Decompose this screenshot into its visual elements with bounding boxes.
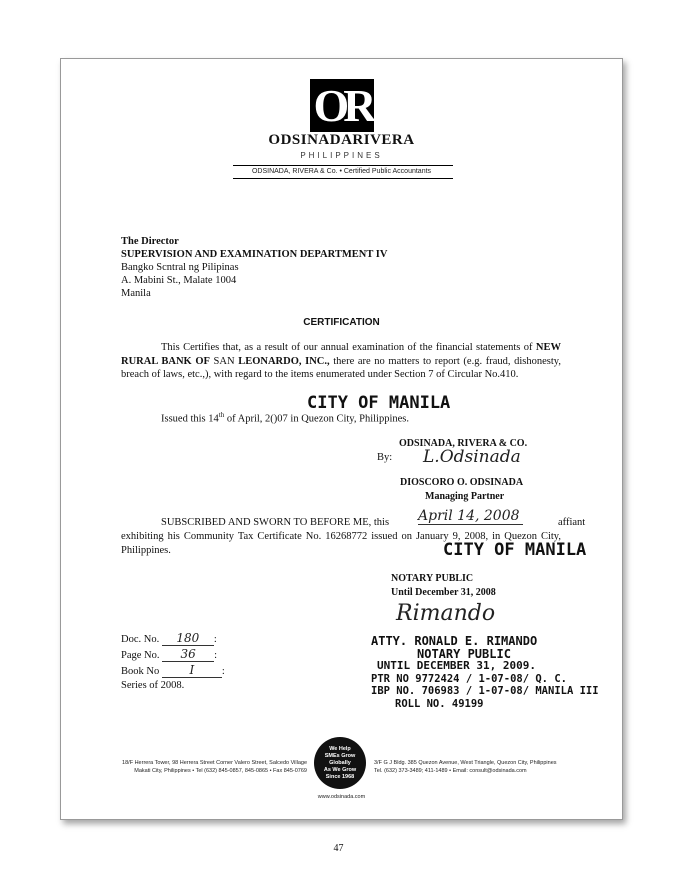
notary-stamp-title: NOTARY PUBLIC — [417, 646, 511, 661]
jurat-affiant: affiant — [558, 517, 586, 528]
footer-left-line: Makati City, Philippines • Tel (632) 845-0857, 845-0865 • Fax 845-0769 — [134, 767, 307, 774]
firm-country: PHILIPPINES — [300, 151, 383, 160]
certification-heading: CERTIFICATION — [303, 317, 380, 328]
footer-left-address — [61, 760, 307, 775]
book-no-value: I — [162, 663, 222, 678]
notary-stamp-until: UNTIL DECEMBER 31, 2009. — [377, 659, 536, 672]
badge-line: Since 1968 — [325, 773, 355, 780]
badge-line: SMEs Grow — [324, 752, 356, 759]
series-row: Series of 2008. — [121, 680, 185, 691]
notary-line1: NOTARY PUBLIC — [391, 573, 474, 584]
firm-logo: OR — [310, 79, 374, 132]
addressee-line: The Director — [121, 236, 179, 247]
sig-firm: ODSINADA, RIVERA & CO. — [399, 438, 528, 449]
letterhead-rule-bottom — [233, 178, 453, 179]
letterhead-rule-top — [233, 165, 453, 166]
footer-website[interactable]: www.odsinada.com — [317, 794, 366, 800]
slogan-badge — [314, 737, 366, 789]
notary-stamp-ibp: IBP NO. 706983 / 1-07-08/ MANILA III — [371, 685, 599, 697]
notary-stamp — [371, 635, 599, 710]
page-no-row: Page No. 36 : — [121, 647, 218, 661]
document-page — [60, 58, 623, 820]
jurat-rest: exhibiting his Community Tax Certificate No. 16268772 issued on January 9, 2008, in Quezon City, Philippines. — [121, 531, 561, 556]
bank-name-b: SAN — [209, 355, 239, 367]
page-no-value: 36 — [162, 647, 214, 662]
badge-line: As We Grow — [323, 766, 357, 773]
badge-line: Globally — [329, 759, 351, 766]
addressee-line: Bangko Scntral ng Pilipinas — [121, 262, 239, 273]
addressee-block — [121, 235, 387, 300]
city-stamp-2: CITY OF MANILA — [443, 540, 587, 560]
para-lead: This Certifies that, as a result of our annual examination of the financial statements of — [161, 342, 533, 353]
footer-right-address — [374, 760, 620, 775]
badge-line: We Help — [329, 745, 351, 752]
certification-paragraph — [121, 341, 561, 382]
notary-stamp-ptr: PTR NO 9772424 / 1-07-08/ Q. C. — [371, 672, 567, 685]
book-no-row: Book No I : — [121, 663, 225, 677]
bank-name-a: NEW RURAL BANK OF — [121, 342, 562, 367]
issued-prefix: Issued this 14 — [161, 413, 219, 425]
city-stamp-1: CITY OF MANILA — [307, 393, 451, 413]
firm-tagline: ODSINADA, RIVERA & Co. • Certified Public Accountants — [251, 168, 432, 175]
addressee-line: A. Mabini St., Malate 1004 — [121, 275, 237, 286]
issued-sup: th — [218, 411, 225, 419]
sig-by: By: — [377, 452, 393, 463]
sig-name: DIOSCORO O. ODSINADA — [400, 477, 524, 488]
addressee-line: SUPERVISION AND EXAMINATION DEPARTMENT IV — [121, 249, 388, 260]
footer-left-line: 18/F Herrera Tower, 98 Herrera Street Corner Valero Street, Salcedo Village — [122, 760, 307, 766]
firm-name: ODSINADARIVERA — [268, 132, 415, 148]
doc-no-row: Doc. No. 180 : — [121, 631, 217, 645]
addressee-line: Manila — [121, 288, 151, 299]
page-number: 47 — [333, 843, 344, 854]
jurat-date-handwritten: April 14, 2008 — [418, 508, 523, 525]
jurat-lead: SUBSCRIBED AND SWORN TO BEFORE ME, this — [161, 517, 390, 528]
notary-stamp-name: ATTY. RONALD E. RIMANDO — [371, 634, 538, 648]
notary-line2: Until December 31, 2008 — [391, 587, 496, 598]
signature-odsinada: L.Odsinada — [423, 447, 521, 467]
notary-signature: Rimando — [396, 601, 496, 626]
doc-no-value: 180 — [162, 631, 214, 646]
footer-right-line: 3/F G J Bldg. 385 Quezon Avenue, West Triangle, Quezon City, Philippines — [374, 760, 557, 766]
sig-title: Managing Partner — [425, 491, 505, 502]
bank-name-c: LEONARDO, INC., — [238, 355, 330, 367]
issued-suffix: of April, 2()07 in Quezon City, Philippines. — [224, 413, 410, 425]
para-rest: there are no matters to report (e.g. fraud, dishonesty, breach of laws, etc.,), with regard to the items enumerated under Section 7 of Circular No.410. — [121, 355, 561, 380]
doc-refs — [121, 631, 225, 693]
footer-right-line: Tel. (632) 373-3489; 411-1489 • Email: consult@odsinada.com — [374, 767, 527, 774]
notary-stamp-roll: ROLL NO. 49199 — [395, 697, 484, 710]
